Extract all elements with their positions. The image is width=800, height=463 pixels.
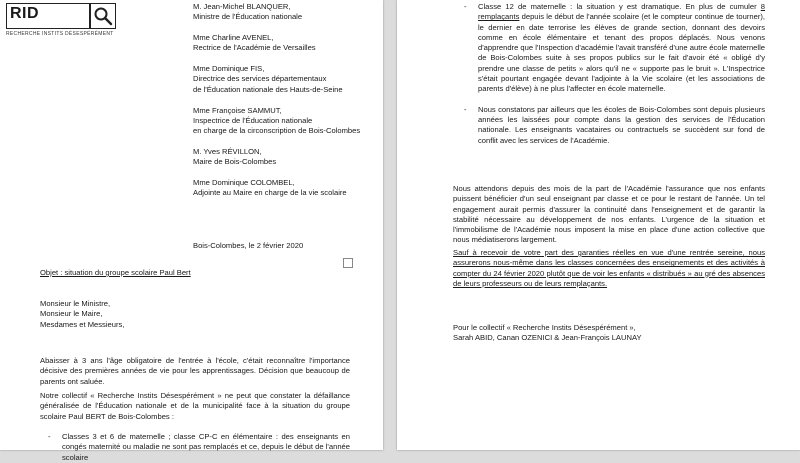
rid-logo xyxy=(6,3,116,37)
intro-paragraph: Abaisser à 3 ans l'âge obligatoire de l'entrée à l'école, c'était reconnaître l'importance décisive des premières années de vie pour les apprentissages. Décision que beaucoup de parents ont saluée. xyxy=(40,356,350,386)
list-item-text: Classes 3 et 6 de maternelle ; classe CP-C en élémentaire : des enseignants en congés maternité ou maladie ne sont pas remplacés et ce, depuis le début de l'année scolaire xyxy=(62,432,350,462)
salutation-line: Monsieur le Ministre, xyxy=(40,299,111,308)
issues-list-continued xyxy=(464,2,765,146)
recipient-line: Maire de Bois-Colombes xyxy=(193,157,277,167)
recipient-line: Mme Dominique FIS, xyxy=(193,64,265,74)
bullet: - xyxy=(464,104,467,114)
salutation xyxy=(40,299,124,330)
list-item-text: Classe 12 de maternelle : la situation y est dramatique. En plus de cumuler xyxy=(478,2,761,11)
issues-list xyxy=(48,432,350,463)
logo-tagline: RECHERCHE INSTITS DÉSESPÉRÉMENT xyxy=(6,31,114,37)
logo-name: RID xyxy=(10,5,40,22)
signature-block xyxy=(453,323,642,344)
recipient-director xyxy=(193,64,373,95)
recipient-line: Mme Françoise SAMMUT, xyxy=(193,105,282,115)
salutation-line: Monsieur le Maire, xyxy=(40,309,103,319)
collective-paragraph: Notre collectif « Recherche Instits Désespérément » ne peut que constater la défaillance généralisée de l'Éducation nationale et de la municipalité face à la situation du groupe scolaire Paul BERT de Bois-Colombes : xyxy=(40,391,350,421)
list-item xyxy=(48,432,350,463)
recipient-line: Ministre de l'Éducation nationale xyxy=(193,12,303,22)
bullet: - xyxy=(48,432,51,441)
letter-page-1 xyxy=(0,0,383,462)
replacements-count: 8 remplaçants xyxy=(478,2,765,22)
condition-paragraph: Sauf à recevoir de votre part des garanties réelles en vue d'une rentrée sereine, nous assurerons nous-même dans les classes concernées des enseignements et des activités à compter du 24 février 2020 plutôt que de voir les enfants « distribués » au gré des absences de leurs professeurs ou de leurs remplaçants. xyxy=(453,248,765,288)
signature-line: Pour le collectif « Recherche Instits Désespérément », xyxy=(453,323,636,332)
search-icon xyxy=(93,6,113,26)
recipient-mayor xyxy=(193,147,373,168)
recipient-line: de l'Éducation nationale des Hauts-de-Seine xyxy=(193,84,343,94)
recipient-line: en charge de la circonscription de Bois-Colombes xyxy=(193,126,361,136)
recipient-line: Directrice des services départementaux xyxy=(193,74,327,84)
recipient-minister xyxy=(193,2,373,23)
logo-divider xyxy=(89,4,91,28)
recipient-line: Rectrice de l'Académie de Versailles xyxy=(193,43,316,53)
recipient-line: Inspectrice de l'Éducation nationale xyxy=(193,115,313,125)
expectation-paragraph: Nous attendons depuis des mois de la part de l'Académie l'assurance que nos enfants puissent bénéficier d'un seul enseignant par classe et ce pour le restant de l'année. Un tel engagement aurait permis d'assurer la continuité dans l'enseignement et de garantir la stabilité nécessaire au développement de nos enfants. L'urgence de la situation et l'immobilisme de l'Académie nous imposent la mise en place d'une action collective que nous médiatiserons largement. xyxy=(453,184,765,245)
list-item-text: depuis le début de l'année scolaire (et le compteur continue de tourner), le dernier en date terrorise les élèves de grande section, donnant des devoirs comme en école élémentaire et tenant des propos déplacés. Nous venons d'apprendre que l'Inspection d'académie l'avait transféré d'une autre école maternelle de Bois-Colombes suite à ses propos publics sur le fait d'avoir été « obligé d'y prendre une classe de petits » alors qu'il ne « supporte pas le bruit ». L'Inspectrice s'était pourtant engagée devant l'adjointe à la Vie scolaire (et les associations de parents d'élève) à ne plus l'affecter en école maternelle. xyxy=(478,12,765,94)
recipient-line: Mme Charline AVENEL, xyxy=(193,33,274,43)
list-item xyxy=(464,2,765,95)
recipient-line: M. Yves RÉVILLON, xyxy=(193,146,262,156)
recipient-line: Mme Dominique COLOMBEL, xyxy=(193,178,295,188)
checkbox[interactable] xyxy=(343,258,353,268)
recipient-inspector xyxy=(193,106,373,137)
salutation-line: Mesdames et Messieurs, xyxy=(40,319,125,329)
list-item xyxy=(464,104,765,146)
signature-names: Sarah ABID, Canan OZENICI & Jean-François LAUNAY xyxy=(453,333,642,343)
letter-subject: Objet : situation du groupe scolaire Paul Bert xyxy=(40,268,191,277)
recipient-rector xyxy=(193,33,373,54)
letter-date: Bois-Colombes, le 2 février 2020 xyxy=(193,241,304,250)
recipient-deputy-mayor xyxy=(193,178,373,199)
logo-box xyxy=(6,3,116,29)
recipient-line: M. Jean-Michel BLANQUER, xyxy=(193,2,291,11)
list-item-text: Nous constatons par ailleurs que les écoles de Bois-Colombes sont depuis plusieurs années les laissées pour compte dans la gestion des services de l'Éducation nationale. Les enseignants vacataires ou contractuels se succèdent sur fond de conflit avec les services de l'Académie. xyxy=(478,104,765,145)
recipient-block xyxy=(193,2,373,209)
bullet: - xyxy=(464,2,467,11)
recipient-line: Adjointe au Maire en charge de la vie scolaire xyxy=(193,188,347,198)
